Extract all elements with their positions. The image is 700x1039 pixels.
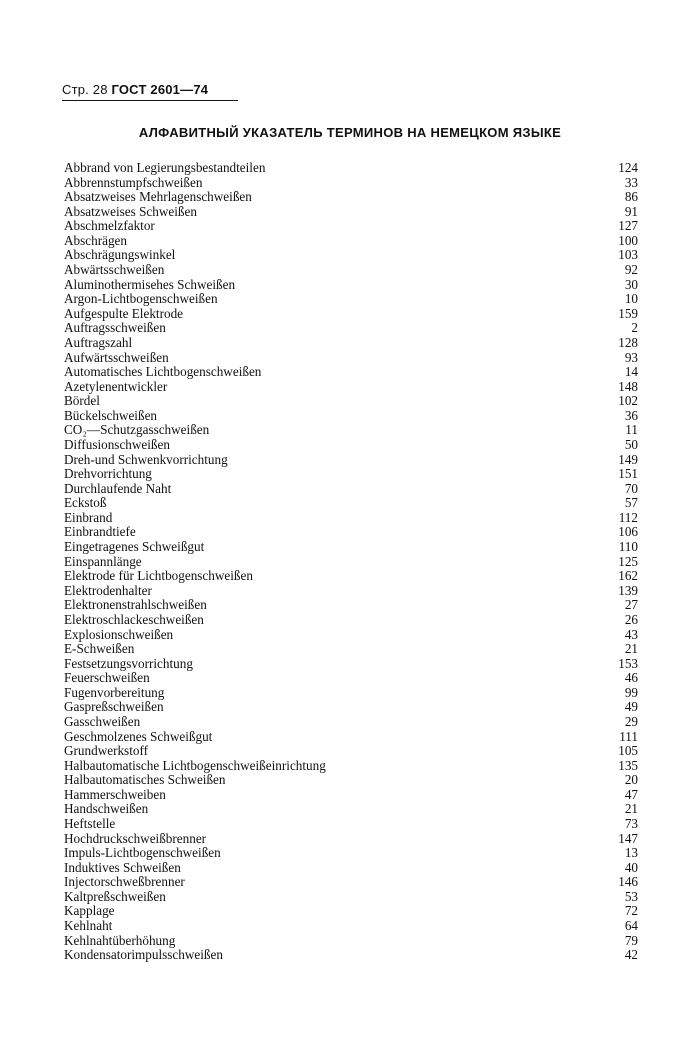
- entry-term: Argon-Lichtbogenschweißen: [64, 291, 218, 307]
- entry-term: Abschrägen: [64, 232, 127, 248]
- index-entry: [64, 540, 638, 555]
- entry-term: Gasschweißen: [64, 713, 141, 729]
- index-entry: [64, 628, 638, 643]
- index-entry: [64, 569, 638, 584]
- entry-term: Einbrandtiefe: [64, 524, 136, 540]
- index-entry: [64, 467, 638, 482]
- index-entry: [64, 686, 638, 701]
- index-entry: [64, 715, 638, 730]
- entry-page-number: 14: [624, 364, 638, 380]
- index-entry: [64, 598, 638, 613]
- entry-page-number: 53: [624, 888, 638, 904]
- entry-term: Abbrand von Legierungsbestandteilen: [64, 160, 266, 175]
- index-entry: [64, 482, 638, 497]
- entry-page-number: 112: [618, 509, 638, 525]
- index-entry: [64, 846, 638, 861]
- entry-page-number: 2: [631, 320, 638, 336]
- index-entry: [64, 161, 638, 176]
- entry-term: Kehlnaht: [64, 918, 113, 934]
- entry-page-number: 30: [624, 276, 638, 292]
- index-entry: [64, 394, 638, 409]
- index-entry: [64, 948, 638, 963]
- entry-page-number: 149: [618, 451, 638, 467]
- index-entry: [64, 248, 638, 263]
- index-entry: [64, 365, 638, 380]
- entry-term: Einbrand: [64, 509, 113, 525]
- entry-page-number: 124: [618, 160, 638, 175]
- entry-term: Abbrennstumpfschweißen: [64, 174, 203, 190]
- entry-term: Eingetragenes Schweißgut: [64, 539, 205, 555]
- entry-page-number: 73: [624, 816, 638, 832]
- entry-term: Halbautomatisches Schweißen: [64, 772, 226, 788]
- entry-page-number: 91: [624, 203, 638, 219]
- entry-page-number: 135: [618, 757, 638, 773]
- entry-page-number: 57: [624, 495, 638, 511]
- entry-term: Kondensatorimpulsschweißen: [64, 947, 223, 963]
- entry-term: Abschmelzfaktor: [64, 218, 155, 234]
- index-entry: [64, 730, 638, 745]
- index-entry: [64, 351, 638, 366]
- entry-term: CO₂—Schutzgasschweißen: [64, 422, 210, 438]
- index-entry: [64, 234, 638, 249]
- entry-page-number: 33: [624, 174, 638, 190]
- index-entry: [64, 788, 638, 803]
- entry-term: Drehvorrichtung: [64, 466, 152, 482]
- entry-term: Auftragsschweißen: [64, 320, 166, 336]
- index-entry: [64, 176, 638, 191]
- index-entry: [64, 832, 638, 847]
- page-header: [62, 82, 208, 97]
- index-entry: [64, 336, 638, 351]
- index-entry: [64, 263, 638, 278]
- entry-page-number: 50: [624, 436, 638, 452]
- entry-page-number: 106: [618, 524, 638, 540]
- entry-term: Impuls-Lichtbogenschweißen: [64, 845, 221, 861]
- index-entry: [64, 657, 638, 672]
- entry-term: Handschweißen: [64, 801, 149, 817]
- entry-term: Elektrodenhalter: [64, 582, 152, 598]
- entry-term: E-Schweißen: [64, 641, 135, 657]
- entry-term: Aufwärtsschweißen: [64, 349, 169, 365]
- entry-term: Absatzweises Schweißen: [64, 203, 197, 219]
- index-entry: [64, 934, 638, 949]
- entry-term: Fugenvorbereitung: [64, 684, 165, 700]
- index-entry: [64, 919, 638, 934]
- entry-page-number: 21: [624, 801, 638, 817]
- entry-page-number: 159: [618, 305, 638, 321]
- entry-page-number: 40: [624, 859, 638, 875]
- entry-term: Injectorschweßbrenner: [64, 874, 185, 890]
- index-entry: [64, 205, 638, 220]
- entry-page-number: 105: [618, 743, 638, 759]
- entry-term: Elektronenstrahlschweißen: [64, 597, 207, 613]
- entry-page-number: 128: [618, 334, 638, 350]
- index-entry: [64, 409, 638, 424]
- index-entry: [64, 190, 638, 205]
- entry-page-number: 36: [624, 407, 638, 423]
- entry-page-number: 10: [624, 291, 638, 307]
- index-entry: [64, 321, 638, 336]
- entry-page-number: 13: [624, 845, 638, 861]
- entry-page-number: 72: [624, 903, 638, 919]
- entry-term: Dreh-und Schwenkvorrichtung: [64, 451, 228, 467]
- entry-page-number: 93: [624, 349, 638, 365]
- entry-page-number: 79: [624, 932, 638, 948]
- entry-term: Induktives Schweißen: [64, 859, 181, 875]
- entry-page-number: 27: [624, 597, 638, 613]
- index-entry: [64, 584, 638, 599]
- entry-page-number: 102: [618, 393, 638, 409]
- entry-term: Gaspreßschweißen: [64, 699, 164, 715]
- index-entry: [64, 759, 638, 774]
- entry-term: Abwärtsschweißen: [64, 262, 165, 278]
- entry-page-number: 146: [618, 874, 638, 890]
- index-entry: [64, 904, 638, 919]
- entry-term: Heftstelle: [64, 816, 116, 832]
- entry-term: Azetylenentwickler: [64, 378, 168, 394]
- entry-page-number: 29: [624, 713, 638, 729]
- index-entry: [64, 700, 638, 715]
- index-entry: [64, 525, 638, 540]
- entry-term: Absatzweises Mehrlagenschweißen: [64, 189, 252, 205]
- index-entry: [64, 380, 638, 395]
- entry-page-number: 153: [618, 655, 638, 671]
- entry-page-number: 111: [619, 728, 638, 744]
- header-rule: [62, 100, 238, 101]
- entry-term: Eckstoß: [64, 495, 107, 511]
- entry-page-number: 127: [618, 218, 638, 234]
- entry-term: Bördel: [64, 393, 100, 409]
- index-entry: [64, 453, 638, 468]
- entry-page-number: 70: [624, 480, 638, 496]
- index-entry: [64, 890, 638, 905]
- standard-number: ГОСТ 2601—74: [111, 82, 209, 97]
- entry-page-number: 47: [624, 786, 638, 802]
- entry-page-number: 100: [618, 232, 638, 248]
- entry-page-number: 42: [624, 947, 638, 963]
- entry-term: Explosionschweißen: [64, 626, 174, 642]
- index-entry: [64, 292, 638, 307]
- index-entry: [64, 307, 638, 322]
- index-entry: [64, 613, 638, 628]
- index-entry: [64, 875, 638, 890]
- entry-page-number: 139: [618, 582, 638, 598]
- index-entry: [64, 219, 638, 234]
- entry-term: Einspannlänge: [64, 553, 142, 569]
- index-list: [64, 161, 638, 963]
- entry-term: Hochdruckschweißbrenner: [64, 830, 207, 846]
- entry-page-number: 110: [618, 539, 638, 555]
- index-entry: [64, 744, 638, 759]
- entry-term: Feuerschweißen: [64, 670, 150, 686]
- entry-page-number: 46: [624, 670, 638, 686]
- entry-page-number: 99: [624, 684, 638, 700]
- entry-term: Kehlnahtüberhöhung: [64, 932, 176, 948]
- entry-term: Hammerschweiben: [64, 786, 166, 802]
- index-entry: [64, 861, 638, 876]
- entry-page-number: 125: [618, 553, 638, 569]
- index-entry: [64, 496, 638, 511]
- entry-term: Geschmolzenes Schweißgut: [64, 728, 213, 744]
- page-number: Стр. 28: [62, 82, 108, 97]
- entry-term: Diffusionschweißen: [64, 436, 170, 452]
- index-entry: [64, 642, 638, 657]
- entry-page-number: 162: [618, 568, 638, 584]
- entry-page-number: 11: [625, 422, 638, 438]
- entry-page-number: 92: [624, 262, 638, 278]
- entry-term: Aufgespulte Elektrode: [64, 305, 184, 321]
- index-entry: [64, 511, 638, 526]
- entry-term: Durchlaufende Naht: [64, 480, 172, 496]
- entry-page-number: 43: [624, 626, 638, 642]
- index-entry: [64, 773, 638, 788]
- index-entry: [64, 817, 638, 832]
- entry-term: Kapplage: [64, 903, 115, 919]
- index-entry: [64, 438, 638, 453]
- entry-term: Halbautomatische Lichtbogenschweißeinrichtung: [64, 757, 326, 773]
- entry-term: Auftragszahl: [64, 334, 133, 350]
- index-entry: [64, 423, 638, 438]
- entry-term: Bückelschweißen: [64, 407, 158, 423]
- entry-page-number: 20: [624, 772, 638, 788]
- entry-term: Aluminothermisehes Schweißen: [64, 276, 236, 292]
- entry-term: Elektroschlackeschweißen: [64, 611, 204, 627]
- entry-term: Grundwerkstoff: [64, 743, 148, 759]
- entry-term: Festsetzungsvorrichtung: [64, 655, 193, 671]
- entry-term: Elektrode für Lichtbogenschweißen: [64, 568, 253, 584]
- entry-page-number: 21: [624, 641, 638, 657]
- entry-term: Automatisches Lichtbogenschweißen: [64, 364, 262, 380]
- index-entry: [64, 555, 638, 570]
- entry-page-number: 148: [618, 378, 638, 394]
- entry-page-number: 147: [618, 830, 638, 846]
- entry-page-number: 49: [624, 699, 638, 715]
- index-entry: [64, 278, 638, 293]
- entry-term: Abschrägungswinkel: [64, 247, 176, 263]
- index-entry: [64, 802, 638, 817]
- entry-page-number: 151: [618, 466, 638, 482]
- entry-page-number: 103: [618, 247, 638, 263]
- entry-page-number: 64: [624, 918, 638, 934]
- entry-page-number: 86: [624, 189, 638, 205]
- index-entry: [64, 671, 638, 686]
- entry-page-number: 26: [624, 611, 638, 627]
- entry-term: Kaltpreßschweißen: [64, 888, 166, 904]
- index-title: АЛФАВИТНЫЙ УКАЗАТЕЛЬ ТЕРМИНОВ НА НЕМЕЦКОМ ЯЗЫКЕ: [138, 125, 562, 140]
